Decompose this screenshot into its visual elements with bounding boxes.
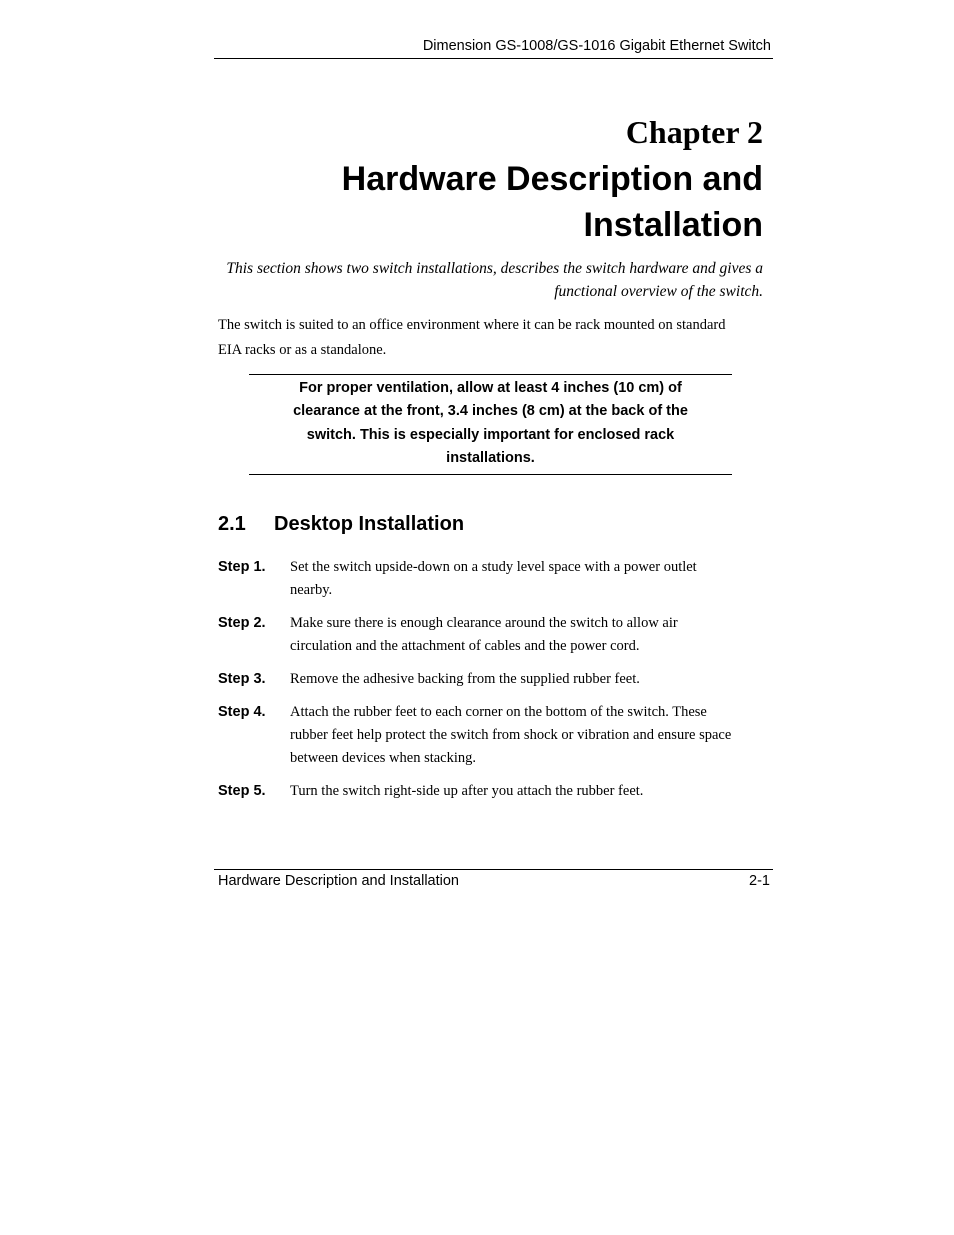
section-number: 2.1	[218, 513, 246, 535]
chapter-number: Chapter 2	[625, 114, 763, 150]
step-item	[218, 556, 748, 602]
step-label: Step 3.	[218, 671, 266, 687]
step-item	[218, 668, 748, 691]
step-list	[218, 556, 748, 813]
intro-paragraph: The switch is suited to an office environment where it can be rack mounted on standard EIA racks or as a standalone.	[218, 317, 726, 358]
step-text: Attach the rubber feet to each corner on the bottom of the switch. These rubber feet help protect the switch from shock or vibration and ensure space between devices when stacking.	[290, 704, 732, 766]
chapter-title-line1: Hardware Description and	[341, 160, 763, 198]
footer-chapter-title: Hardware Description and Installation	[218, 873, 459, 889]
step-text: Remove the adhesive backing from the supplied rubber feet.	[290, 671, 640, 687]
step-item	[218, 612, 748, 658]
step-label: Step 1.	[218, 559, 266, 575]
running-header	[214, 37, 773, 59]
step-text: Set the switch upside-down on a study level space with a power outlet nearby.	[290, 559, 697, 598]
chapter-heading	[214, 110, 763, 248]
page-number: 2-1	[749, 873, 770, 889]
step-item	[218, 780, 748, 803]
section-title: Desktop Installation	[274, 513, 465, 535]
step-item	[218, 701, 748, 770]
ventilation-note	[249, 374, 732, 475]
chapter-title	[214, 156, 763, 248]
step-text: Make sure there is enough clearance around the switch to allow air circulation and the attachment of cables and the power cord.	[290, 615, 678, 654]
step-label: Step 2.	[218, 615, 266, 631]
header-title: Dimension GS-1008/GS-1016 Gigabit Ethernet Switch	[422, 38, 771, 54]
step-text: Turn the switch right-side up after you attach the rubber feet.	[290, 783, 644, 799]
section-heading	[218, 510, 464, 538]
chapter-title-line2: Installation	[583, 206, 763, 244]
step-label: Step 4.	[218, 704, 266, 720]
note-text: For proper ventilation, allow at least 4 inches (10 cm) of clearance at the front, 3.4 inches (8 cm) at the back of the switch. This is especially important for enclosed rack installations.	[293, 380, 688, 466]
chapter-summary: This section shows two switch installations, describes the switch hardware and gives a functional overview of the switch.	[226, 260, 763, 300]
step-label: Step 5.	[218, 783, 266, 799]
running-footer	[214, 869, 773, 892]
